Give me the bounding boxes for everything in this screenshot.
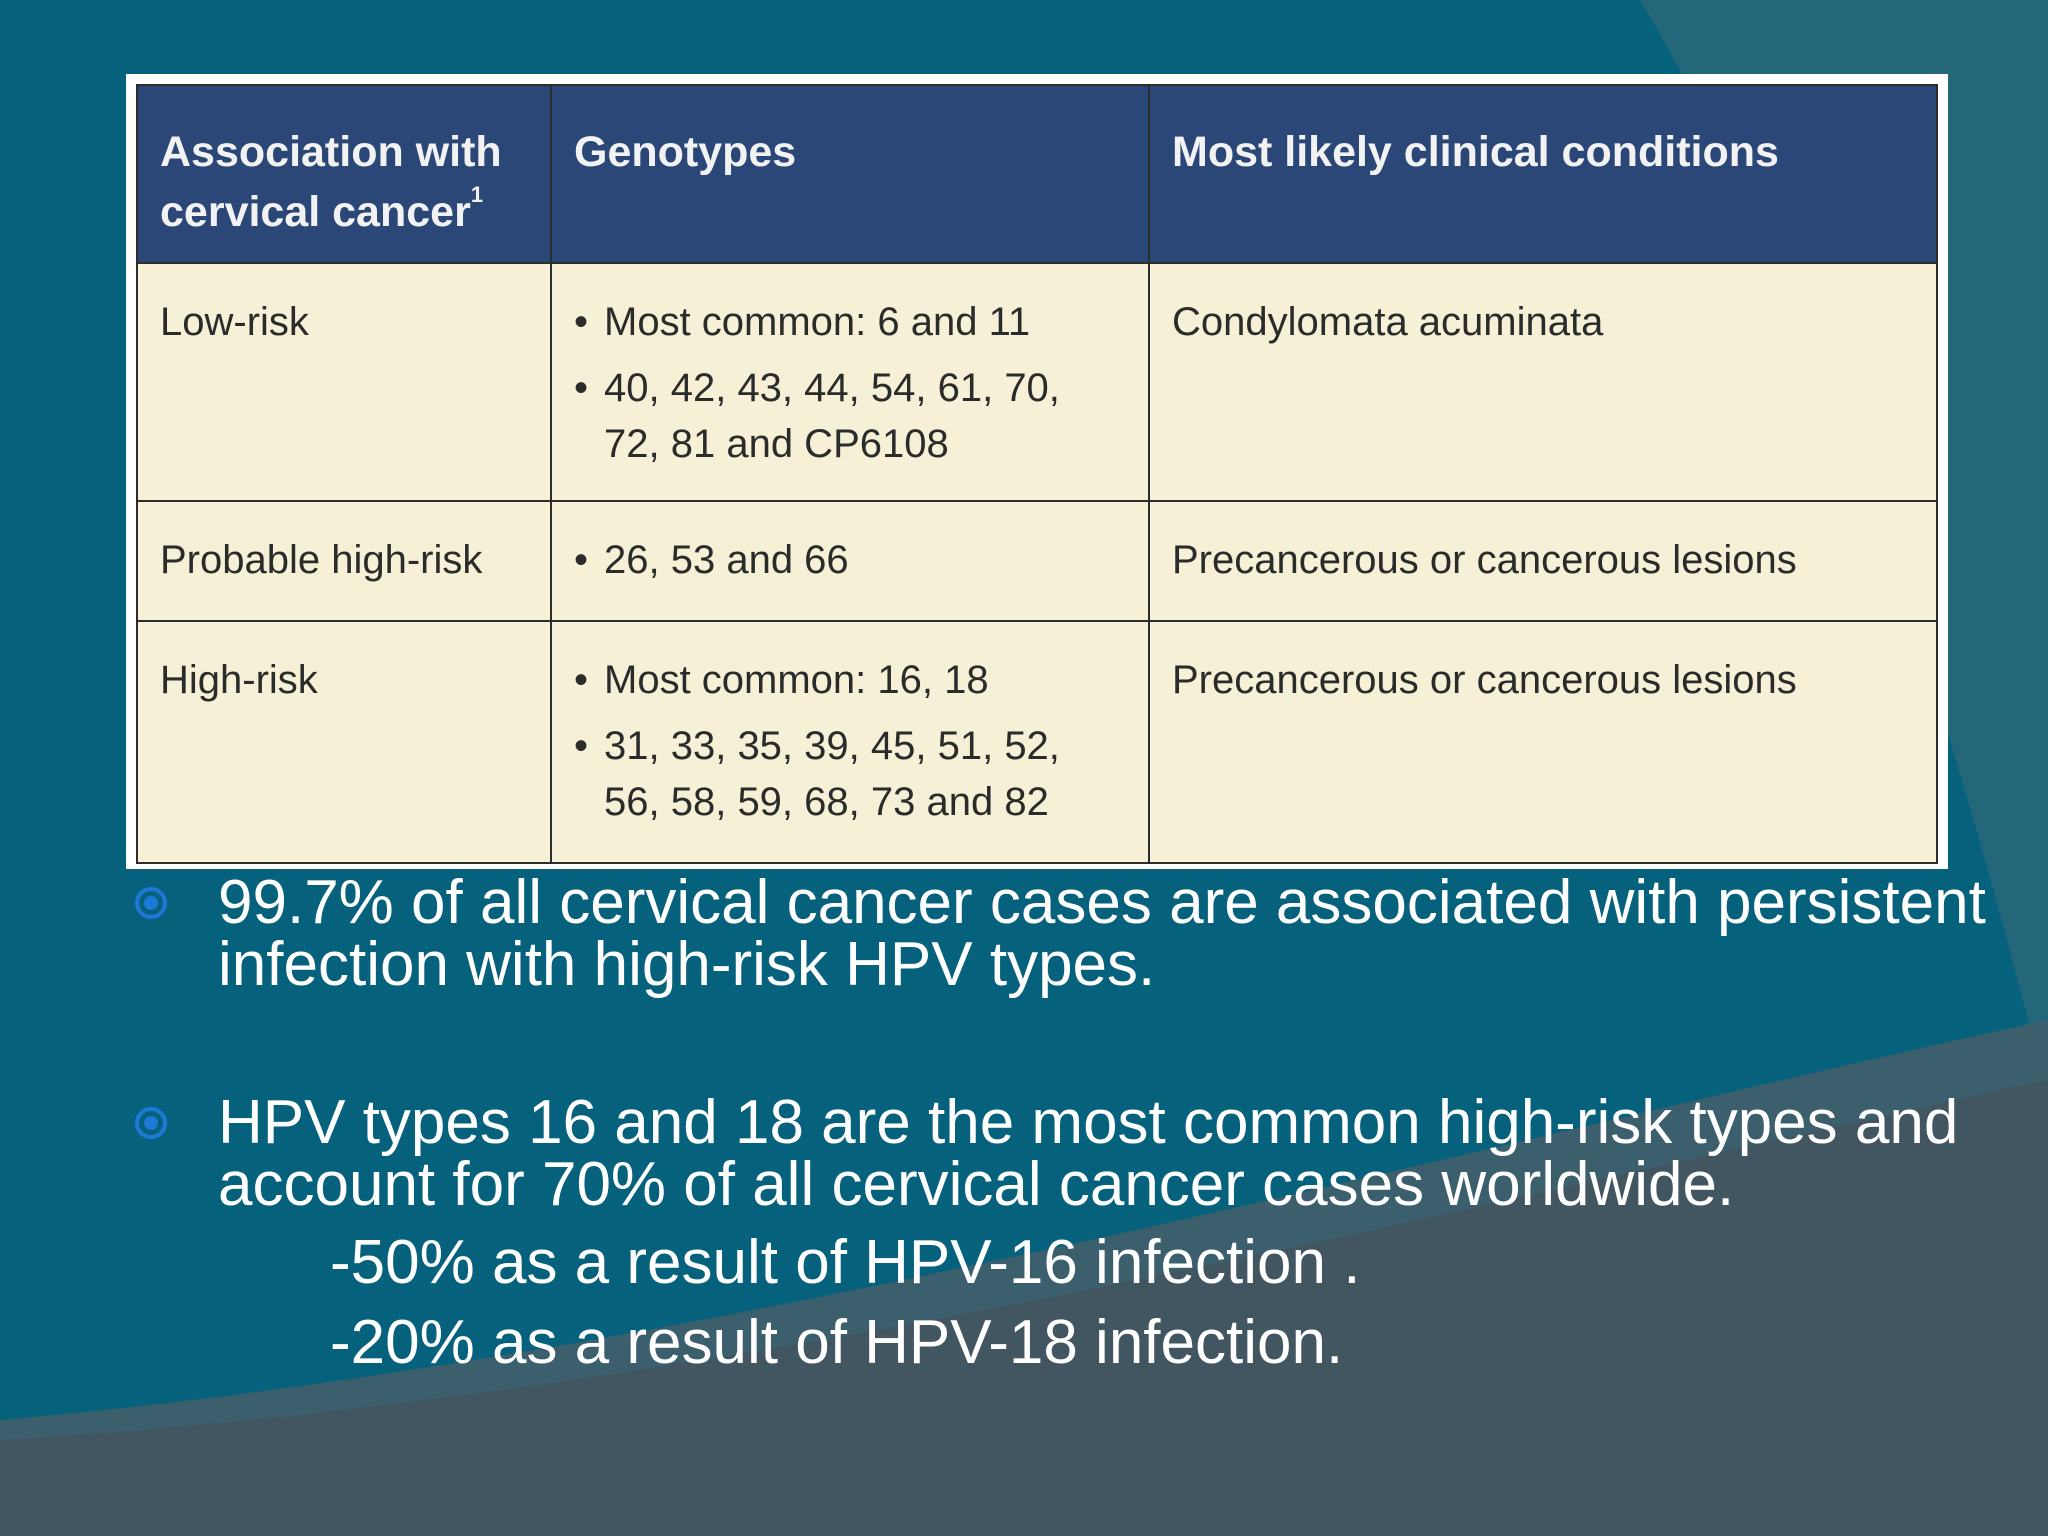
- cell-condition: Precancerous or cancerous lesions: [1149, 501, 1937, 621]
- cell-association: High-risk: [137, 621, 551, 863]
- bullet-text: HPV types 16 and 18 are the most common high-risk types and account for 70% of all cervical cancer cases worldwide.: [218, 1088, 1959, 1219]
- genotype-item: • 40, 42, 43, 44, 54, 61, 70, 72, 81 and CP6108: [574, 360, 1126, 472]
- hpv-genotype-table: [126, 74, 1948, 869]
- header-clinical-conditions: Most likely clinical conditions: [1149, 85, 1937, 263]
- cell-genotypes: [551, 263, 1149, 501]
- header-footnote-marker: 1: [470, 182, 484, 207]
- cell-association: Probable high-risk: [137, 501, 551, 621]
- genotype-table: [136, 84, 1938, 864]
- bullet-list: [130, 868, 2010, 1377]
- bullet-item: [130, 1088, 2010, 1219]
- bullet-text: 99.7% of all cervical cancer cases are associated with persistent infection with high-risk HPV types.: [218, 868, 1986, 999]
- cell-condition: Precancerous or cancerous lesions: [1149, 621, 1937, 863]
- header-genotypes: Genotypes: [551, 85, 1149, 263]
- table-row: [137, 501, 1937, 621]
- sub-point: -50% as a result of HPV-16 infection .: [330, 1228, 1361, 1297]
- genotype-item: • Most common: 6 and 11: [574, 294, 1126, 350]
- cell-genotypes: [551, 621, 1149, 863]
- bullet-item: [130, 868, 2010, 999]
- genotype-item: • 31, 33, 35, 39, 45, 51, 52, 56, 58, 59, 68, 73 and 82: [574, 718, 1126, 830]
- table-row: [137, 621, 1937, 863]
- sub-point: -20% as a result of HPV-18 infection.: [330, 1308, 1344, 1377]
- circled-dot-icon: [134, 1106, 168, 1140]
- header-association: Association with cervical cancer$^1$: [137, 85, 551, 263]
- cell-genotypes: [551, 501, 1149, 621]
- table-header-row: [137, 85, 1937, 263]
- table-row: [137, 263, 1937, 501]
- cell-condition: Condylomata acuminata: [1149, 263, 1937, 501]
- circled-dot-icon: [134, 886, 168, 920]
- genotype-item: • Most common: 16, 18: [574, 652, 1126, 708]
- genotype-item: • 26, 53 and 66: [574, 532, 1126, 588]
- cell-association: Low-risk: [137, 263, 551, 501]
